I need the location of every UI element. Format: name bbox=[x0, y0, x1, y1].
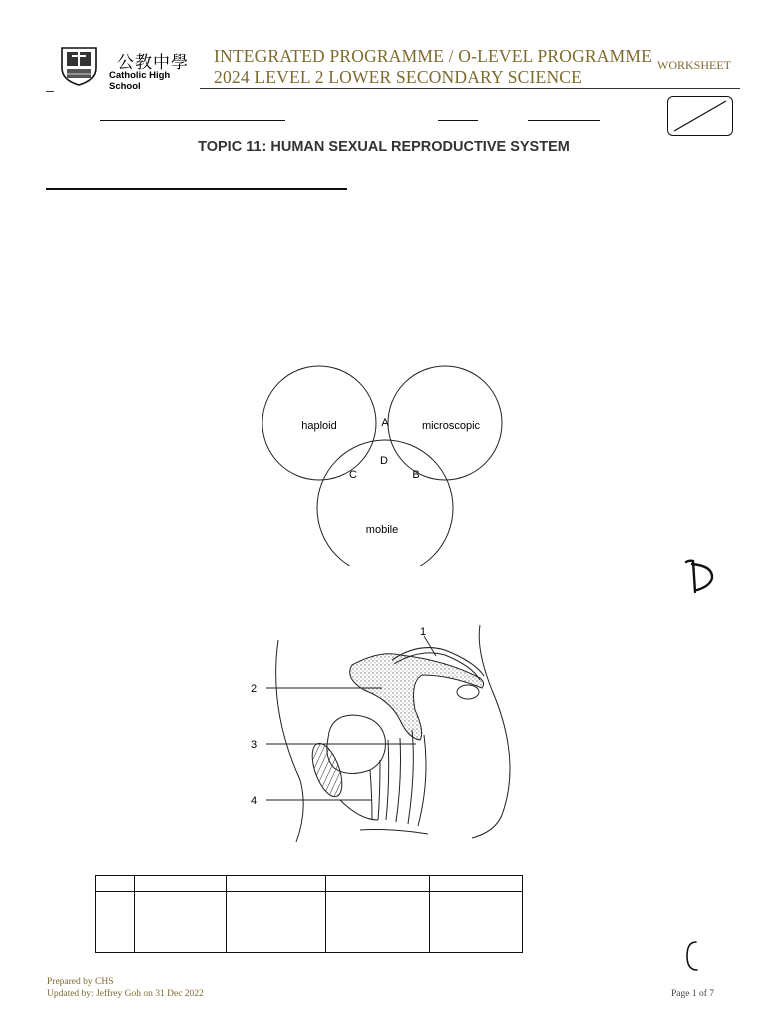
header-divider-left bbox=[46, 91, 54, 92]
table-cell bbox=[326, 876, 430, 892]
section-heading-line bbox=[46, 188, 347, 190]
class-blank-line[interactable] bbox=[438, 120, 478, 121]
diagram-label-3: 3 bbox=[251, 739, 258, 751]
programme-title: INTEGRATED PROGRAMME / O-LEVEL PROGRAMME bbox=[214, 46, 653, 66]
handwritten-answer-c bbox=[683, 938, 701, 974]
diagram-label-1: 1 bbox=[420, 626, 427, 638]
venn-region-b: B bbox=[412, 469, 420, 481]
venn-label-microscopic: microscopic bbox=[421, 420, 481, 432]
school-name-chinese: 公教中學 bbox=[117, 53, 189, 73]
document-type-label: WORKSHEET bbox=[657, 58, 731, 72]
venn-region-d: D bbox=[380, 455, 388, 467]
school-logo bbox=[55, 42, 201, 90]
table-cell bbox=[227, 892, 326, 953]
table-cell bbox=[430, 876, 523, 892]
school-crest-icon bbox=[58, 44, 100, 86]
answer-table bbox=[95, 875, 523, 953]
table-row bbox=[96, 892, 523, 953]
school-name-english: Catholic High School bbox=[109, 70, 171, 92]
topic-heading: TOPIC 11: HUMAN SEXUAL REPRODUCTIVE SYSTEM bbox=[198, 139, 570, 155]
handwritten-answer-d bbox=[683, 556, 717, 596]
table-cell bbox=[135, 892, 227, 953]
venn-diagram bbox=[262, 356, 507, 566]
venn-label-haploid: haploid bbox=[301, 420, 337, 432]
table-cell bbox=[430, 892, 523, 953]
table-cell bbox=[96, 876, 135, 892]
prepared-by-note: Prepared by CHS bbox=[47, 977, 114, 987]
venn-label-mobile: mobile bbox=[365, 524, 399, 536]
diagram-label-2: 2 bbox=[251, 683, 258, 695]
updated-by-note: Updated by: Jeffrey Goh on 31 Dec 2022 bbox=[47, 989, 204, 999]
index-blank-line[interactable] bbox=[528, 120, 600, 121]
venn-region-c: C bbox=[349, 469, 357, 481]
score-box[interactable] bbox=[667, 96, 733, 136]
table-cell bbox=[227, 876, 326, 892]
table-header-row bbox=[96, 876, 523, 892]
table-cell bbox=[96, 892, 135, 953]
name-blank-line[interactable] bbox=[100, 120, 285, 121]
reproductive-system-diagram bbox=[240, 620, 530, 845]
page-number: Page 1 of 7 bbox=[671, 989, 715, 999]
score-slash-icon bbox=[668, 97, 732, 135]
diagram-label-4: 4 bbox=[251, 795, 258, 807]
table-cell bbox=[326, 892, 430, 953]
course-title: 2024 LEVEL 2 LOWER SECONDARY SCIENCE bbox=[214, 67, 583, 87]
header-divider bbox=[200, 88, 740, 89]
table-cell bbox=[135, 876, 227, 892]
venn-region-a: A bbox=[381, 417, 389, 429]
